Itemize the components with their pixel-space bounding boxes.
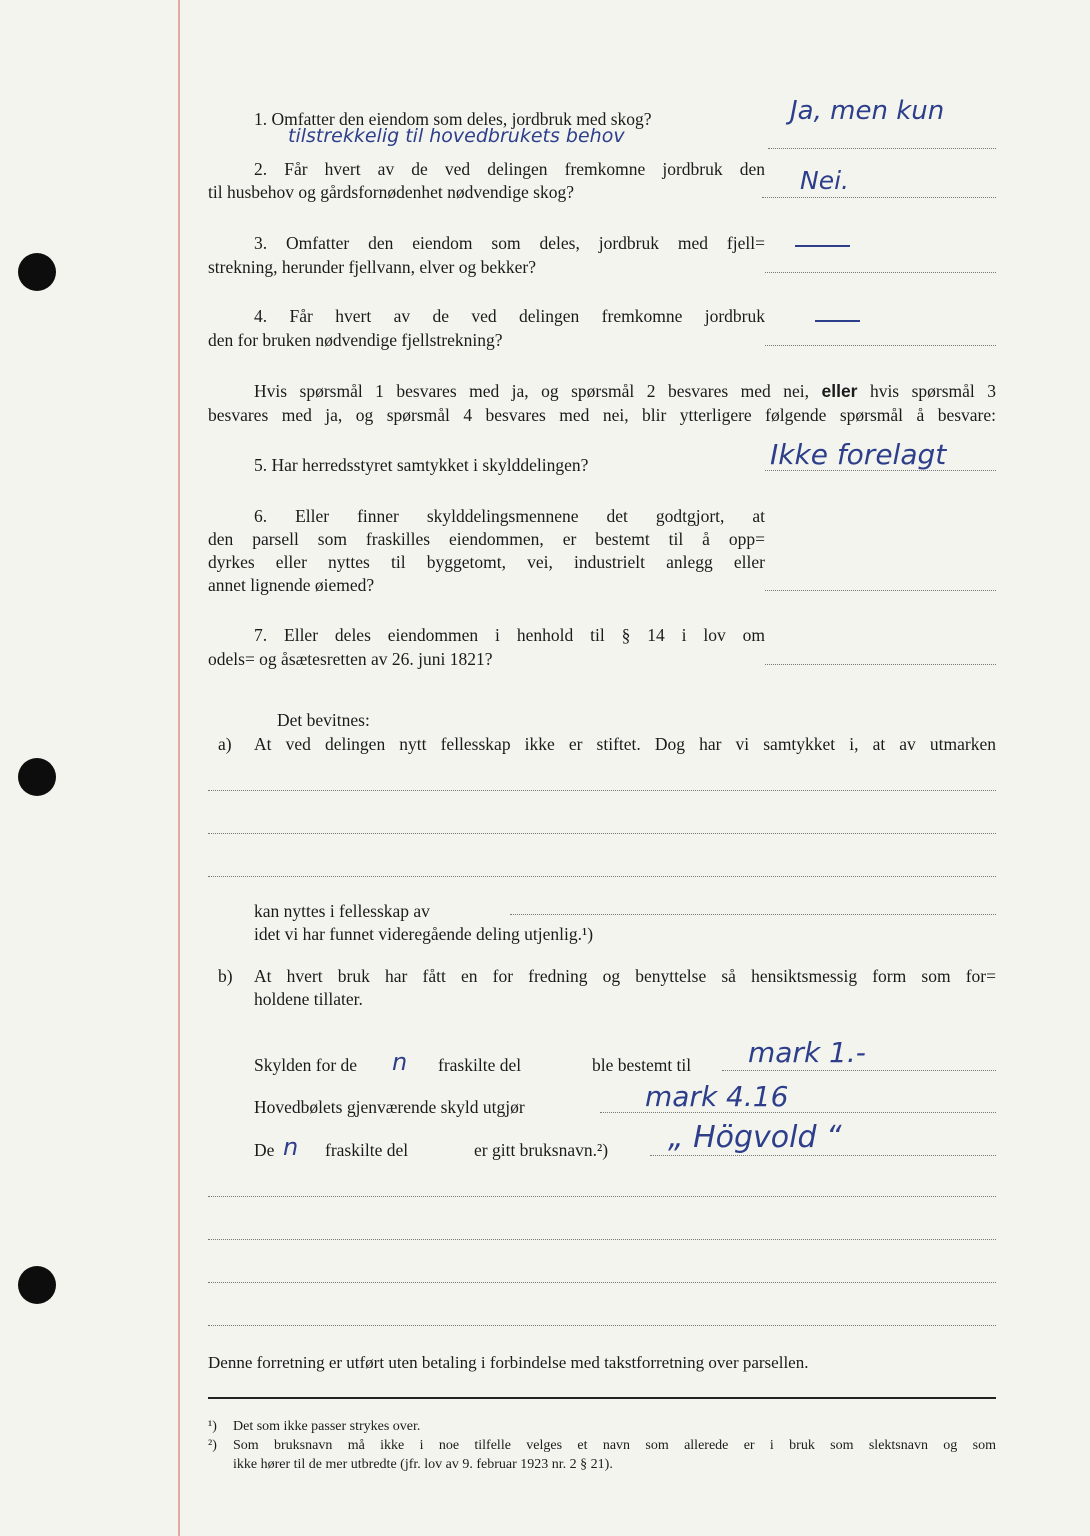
skyld-l3-handwritten: n (283, 1133, 299, 1161)
blank-line (208, 1239, 996, 1240)
punch-hole (18, 758, 56, 796)
skyld-l1a: Skylden for de (254, 1055, 358, 1075)
question-3-line1: 3. Omfatter den eiendom som deles, jordbruk med fjell= (254, 233, 765, 253)
punch-hole (18, 1266, 56, 1304)
skyld-l3b: fraskilte del (325, 1140, 409, 1160)
question-2-line1: 2. Får hvert av de ved delingen fremkomne jordbruk den (254, 159, 765, 179)
answer-line (768, 148, 996, 149)
answer-line (765, 345, 996, 346)
question-6-line2: den parsell som fraskilles eiendommen, er bestemt til å opp= (208, 529, 765, 549)
attest-a-label: a) (218, 734, 232, 754)
answer-line (650, 1155, 996, 1156)
question-6-line3: dyrkes eller nyttes til byggetomt, vei, industrielt anlegg eller (208, 552, 765, 572)
attest-kan: kan nyttes i fellesskap av (254, 901, 430, 921)
question-7-line2: odels= og åsætesretten av 26. juni 1821? (208, 649, 493, 669)
blank-line (208, 1325, 996, 1326)
attest-b-line2: holdene tillater. (254, 989, 363, 1009)
intro-line2: besvares med ja, og spørsmål 4 besvares med nei, blir ytterligere følgende spørsmål å besvare: (208, 405, 996, 425)
skyld-l3a: De (254, 1140, 275, 1160)
question-4-line1: 4. Får hvert av de ved delingen fremkomne jordbruk (254, 306, 765, 326)
skyld-l2-answer: mark 4.16 (645, 1080, 789, 1113)
question-6-line4: annet lignende øiemed? (208, 575, 375, 595)
attest-b-line1: At hvert bruk har fått en for fredning og benyttelse så hensiktsmessig form som for= (254, 966, 996, 986)
skyld-l1c: ble bestemt til (592, 1055, 692, 1075)
question-6-line1: 6. Eller finner skylddelingsmennene det godtgjort, at (254, 506, 765, 526)
question-3-line2: strekning, herunder fjellvann, elver og bekker? (208, 257, 536, 277)
blank-line (208, 1196, 996, 1197)
closing-statement: Denne forretning er utført uten betaling i forbindelse med takstforretning over parsellen. (208, 1353, 809, 1372)
answer-4-dash (815, 320, 860, 322)
skyld-l3-answer: „ Högvold “ (668, 1120, 842, 1155)
blank-line (510, 914, 996, 915)
answer-line (765, 272, 996, 273)
blank-line (208, 1282, 996, 1283)
skyld-l2a: Hovedbølets gjenværende skyld utgjør (254, 1097, 525, 1117)
answer-line (762, 197, 996, 198)
attest-b-label: b) (218, 966, 233, 986)
footnote-2-mark: ²) (208, 1438, 217, 1453)
footnote-2-line1: Som bruksnavn må ikke i noe tilfelle velges et navn som allerede er i bruk som slektsnavn og som (233, 1438, 996, 1453)
answer-line (765, 470, 996, 471)
answer-1b: tilstrekkelig til hovedbrukets behov (288, 125, 625, 147)
question-1: 1. Omfatter den eiendom som deles, jordbruk med skog? (254, 109, 652, 129)
blank-line (208, 876, 996, 877)
answer-line (765, 590, 996, 591)
blank-line (208, 833, 996, 834)
question-2-line2: til husbehov og gårdsfornødenhet nødvendige skog? (208, 182, 574, 202)
answer-line (600, 1112, 996, 1113)
skyld-l1b: fraskilte del (438, 1055, 522, 1075)
answer-2: Nei. (800, 166, 849, 195)
skyld-l3c: er gitt bruksnavn.²) (474, 1140, 609, 1160)
blank-line (208, 790, 996, 791)
skyld-l1-handwritten: n (392, 1048, 408, 1076)
answer-1a: Ja, men kun (790, 96, 945, 126)
punch-hole (18, 253, 56, 291)
answer-5: Ikke forelagt (770, 438, 947, 471)
question-5: 5. Har herredsstyret samtykket i skylddelingen? (254, 455, 589, 475)
question-7-line1: 7. Eller deles eiendommen i henhold til § 14 i lov om (254, 625, 765, 645)
footnote-1: Det som ikke passer strykes over. (233, 1419, 421, 1434)
attest-a-text: At ved delingen nytt fellesskap ikke er stiftet. Dog har vi samtykket i, at av utmarken (254, 734, 996, 754)
intro-line1: Hvis spørsmål 1 besvares med ja, og spørsmål 2 besvares med nei, eller hvis spørsmål 3 (254, 381, 996, 401)
attest-heading: Det bevitnes: (277, 710, 370, 730)
margin-line (178, 0, 180, 1536)
skyld-l1-answer: mark 1.- (748, 1036, 866, 1069)
question-4-line2: den for bruken nødvendige fjellstrekning? (208, 330, 503, 350)
answer-line (722, 1070, 996, 1071)
answer-3-dash (795, 245, 850, 247)
footnote-1-mark: ¹) (208, 1419, 217, 1434)
footnote-rule (208, 1397, 996, 1399)
attest-idet: idet vi har funnet videregående deling utjenlig.¹) (254, 924, 594, 944)
answer-line (765, 664, 996, 665)
footnote-2-line2: ikke hører til de mer utbredte (jfr. lov av 9. februar 1923 nr. 2 § 21). (233, 1457, 613, 1472)
